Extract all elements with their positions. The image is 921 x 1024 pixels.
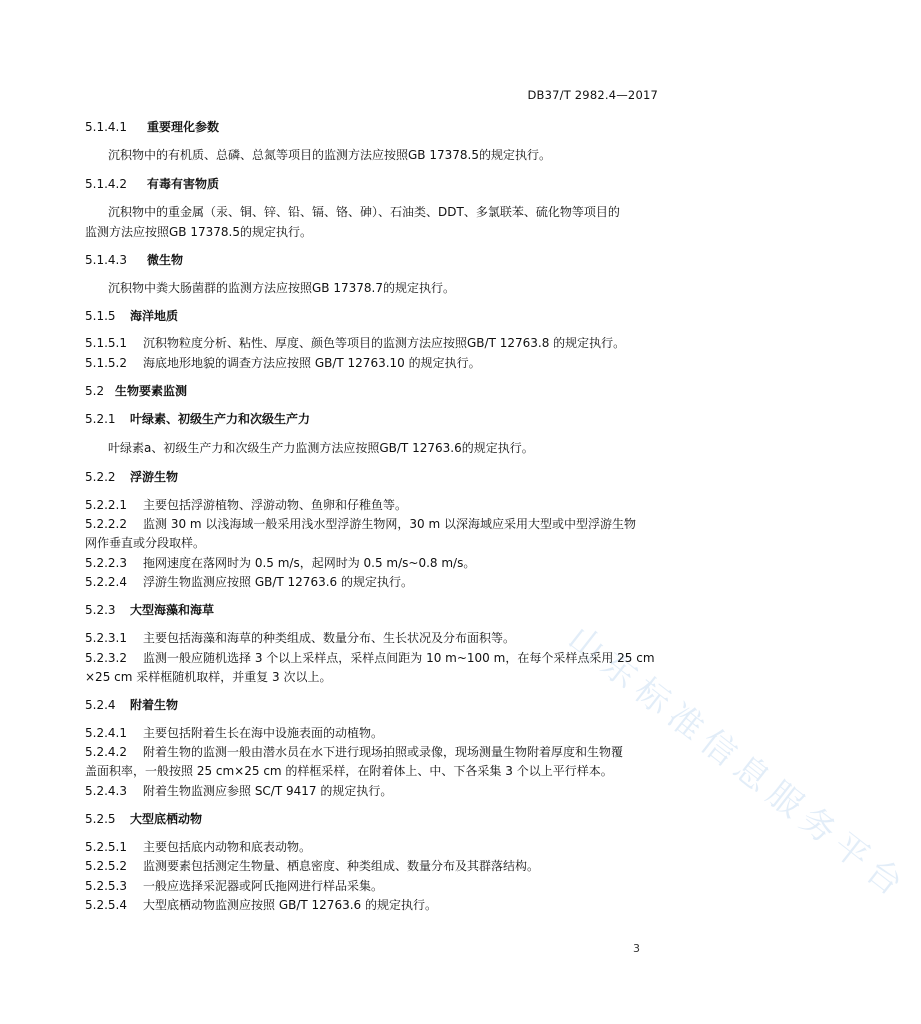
item-number: 5.2.4.1 <box>85 726 127 740</box>
paragraph-line: 沉积物中的重金属（汞、铜、锌、铅、镉、铬、砷）、石油类、DDT、多氯联苯、硫化物等项目的 <box>108 205 620 219</box>
item-text: 主要包括海藻和海草的种类组成、数量分布、生长状况及分布面积等。 <box>143 631 516 645</box>
item-number: 5.2.2.1 <box>85 498 127 512</box>
section-number: 5.1.5 <box>85 309 116 323</box>
item-text: 监测要素包括测定生物量、栖息密度、种类组成、数量分布及其群落结构。 <box>143 859 540 873</box>
item-number: 5.2.4.3 <box>85 784 127 798</box>
list-item-5-2-3-1 <box>85 630 515 646</box>
item-number: 5.2.5.1 <box>85 840 127 854</box>
section-title: 大型底栖动物 <box>130 812 203 826</box>
list-item-5-2-5-3 <box>85 878 383 894</box>
section-title: 浮游生物 <box>130 470 179 484</box>
section-number: 5.2.2 <box>85 470 116 484</box>
item-number: 5.2.2.3 <box>85 556 127 570</box>
item-number: 5.2.2.2 <box>85 517 127 531</box>
section-number: 5.2.1 <box>85 412 116 426</box>
item-text: 监测一般应随机选择 3 个以上采样点，采样点间距为 10 m~100 m，在每个采样点采用 25 cm <box>143 651 655 665</box>
list-item-5-2-2-3 <box>85 555 475 571</box>
list-item-5-2-2-4 <box>85 574 413 590</box>
item-number: 5.1.5.2 <box>85 356 127 370</box>
list-item-5-2-3-2 <box>85 650 655 666</box>
list-item-5-2-4-2 <box>85 744 623 760</box>
item-number: 5.1.5.1 <box>85 336 127 350</box>
item-text: 拖网速度在落网时为 0.5 m/s，起网时为 0.5 m/s~0.8 m/s。 <box>143 556 476 570</box>
page-number: 3 <box>633 942 640 955</box>
section-heading-5-2 <box>85 383 187 399</box>
section-heading-5-2-2 <box>85 469 178 485</box>
section-title: 重要理化参数 <box>147 120 220 134</box>
section-title: 附着生物 <box>130 698 179 712</box>
item-text: 浮游生物监测应按照 GB/T 12763.6 的规定执行。 <box>143 575 413 589</box>
item-number: 5.2.2.4 <box>85 575 127 589</box>
section-title: 海洋地质 <box>130 309 179 323</box>
section-heading-5-2-3 <box>85 602 214 618</box>
item-text: 海底地形地貌的调查方法应按照 GB/T 12763.10 的规定执行。 <box>143 356 481 370</box>
section-heading-5-1-4-2 <box>85 176 219 192</box>
section-heading-5-1-5 <box>85 308 178 324</box>
section-heading-5-2-5 <box>85 811 202 827</box>
list-item-5-2-2-2 <box>85 516 636 532</box>
section-number: 5.1.4.3 <box>85 253 127 267</box>
list-item-5-2-2-1 <box>85 497 407 513</box>
item-text: 附着生物的监测一般由潜水员在水下进行现场拍照或录像，现场测量生物附着厚度和生物覆 <box>143 745 624 759</box>
watermark: 山东标准信息服务平台 <box>560 618 917 909</box>
item-number: 5.2.5.4 <box>85 898 127 912</box>
section-heading-5-2-4 <box>85 697 178 713</box>
item-number: 5.2.3.2 <box>85 651 127 665</box>
section-number: 5.2.5 <box>85 812 116 826</box>
item-text: 大型底栖动物监测应按照 GB/T 12763.6 的规定执行。 <box>143 898 437 912</box>
section-heading-5-2-1 <box>85 411 310 427</box>
section-title: 大型海藻和海草 <box>130 603 215 617</box>
section-number: 5.2.4 <box>85 698 116 712</box>
section-title: 有毒有害物质 <box>147 177 220 191</box>
section-title: 微生物 <box>147 253 184 267</box>
item-text: 主要包括底内动物和底表动物。 <box>143 840 312 854</box>
section-number: 5.2.3 <box>85 603 116 617</box>
item-text: 沉积物粒度分析、粘性、厚度、颜色等项目的监测方法应按照GB/T 12763.8 的规定执行。 <box>143 336 626 350</box>
paragraph: 沉积物中粪大肠菌群的监测方法应按照GB 17378.7的规定执行。 <box>108 281 455 295</box>
list-item-5-2-4-1 <box>85 725 383 741</box>
list-item-5-1-5-2 <box>85 355 481 371</box>
list-item-continuation: 盖面积率，一般按照 25 cm×25 cm 的样框采样，在附着体上、中、下各采集 3 个以上平行样本。 <box>85 764 613 778</box>
paragraph: 沉积物中的有机质、总磷、总氮等项目的监测方法应按照GB 17378.5的规定执行。 <box>108 148 551 162</box>
paragraph-line: 监测方法应按照GB 17378.5的规定执行。 <box>85 225 312 239</box>
section-title: 生物要素监测 <box>115 384 188 398</box>
item-number: 5.2.4.2 <box>85 745 127 759</box>
section-heading-5-1-4-1 <box>85 119 219 135</box>
item-number: 5.2.5.2 <box>85 859 127 873</box>
section-number: 5.2 <box>85 384 105 398</box>
list-item-continuation: 网作垂直或分段取样。 <box>85 536 206 550</box>
list-item-5-2-5-1 <box>85 839 311 855</box>
standard-number-header: DB37/T 2982.4—2017 <box>527 88 658 102</box>
item-number: 5.2.3.1 <box>85 631 127 645</box>
list-item-5-2-5-4 <box>85 897 437 913</box>
item-text: 主要包括附着生长在海中设施表面的动植物。 <box>143 726 384 740</box>
paragraph: 叶绿素a、初级生产力和次级生产力监测方法应按照GB/T 12763.6的规定执行。 <box>108 441 534 455</box>
item-text: 主要包括浮游植物、浮游动物、鱼卵和仔稚鱼等。 <box>143 498 408 512</box>
section-title: 叶绿素、初级生产力和次级生产力 <box>130 412 311 426</box>
item-text: 监测 30 m 以浅海域一般采用浅水型浮游生物网，30 m 以深海域应采用大型或中型浮游生物 <box>143 517 636 531</box>
section-number: 5.1.4.1 <box>85 120 127 134</box>
item-text: 附着生物监测应参照 SC/T 9417 的规定执行。 <box>143 784 393 798</box>
section-number: 5.1.4.2 <box>85 177 127 191</box>
item-number: 5.2.5.3 <box>85 879 127 893</box>
list-item-5-2-5-2 <box>85 858 539 874</box>
list-item-5-2-4-3 <box>85 783 392 799</box>
list-item-continuation: ×25 cm 采样框随机取样，并重复 3 次以上。 <box>85 670 332 684</box>
item-text: 一般应选择采泥器或阿氏拖网进行样品采集。 <box>143 879 384 893</box>
section-heading-5-1-4-3 <box>85 252 183 268</box>
list-item-5-1-5-1 <box>85 335 625 351</box>
